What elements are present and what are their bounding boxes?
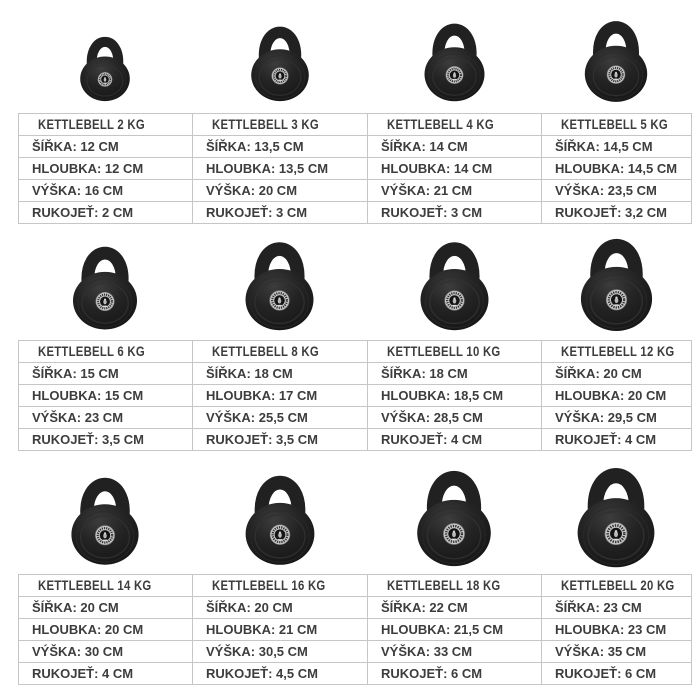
spec-text: RUKOJEŤ: 6 CM — [381, 666, 483, 681]
kettlebell-image — [412, 230, 497, 337]
gorilla-sports-logo-badge — [271, 68, 288, 85]
spec-text: VÝŠKA: 30 CM — [32, 644, 124, 659]
spec-text: VÝŠKA: 23,5 CM — [555, 183, 657, 198]
spec-cell — [368, 136, 542, 158]
product-image-row — [18, 0, 691, 113]
spec-text: HLOUBKA: 14,5 CM — [555, 161, 678, 176]
product-title-cell — [19, 341, 193, 363]
gorilla-sports-logo-badge — [605, 523, 627, 545]
spec-text: HLOUBKA: 21,5 CM — [381, 622, 504, 637]
product-title: KETTLEBELL 8 KG — [212, 344, 319, 359]
spec-text: ŠÍŘKA: 15 CM — [32, 366, 119, 381]
product-title-cell — [19, 114, 193, 136]
kettlebell-image — [577, 8, 655, 110]
spec-text: VÝŠKA: 16 CM — [32, 183, 124, 198]
spec-text: ŠÍŘKA: 12 CM — [32, 139, 119, 154]
spec-text: VÝŠKA: 35 CM — [555, 644, 647, 659]
spec-cell — [19, 158, 193, 180]
kettlebell-image — [237, 464, 323, 571]
product-title: KETTLEBELL 5 KG — [561, 117, 668, 132]
spec-text: RUKOJEŤ: 2 CM — [32, 205, 134, 220]
spec-text: RUKOJEŤ: 4,5 CM — [206, 666, 318, 681]
spec-text: ŠÍŘKA: 20 CM — [206, 600, 293, 615]
spec-text: VÝŠKA: 30,5 CM — [206, 644, 308, 659]
kettlebell-icon — [244, 13, 316, 110]
product-title: KETTLEBELL 12 KG — [561, 344, 675, 359]
product-title: KETTLEBELL 16 KG — [212, 578, 326, 593]
spec-cell — [368, 180, 542, 202]
gorilla-sports-logo-badge — [443, 523, 464, 544]
product-image-row — [18, 224, 691, 340]
gorilla-sports-logo-badge — [444, 291, 464, 311]
spec-text: VÝŠKA: 33 CM — [381, 644, 473, 659]
spec-text: ŠÍŘKA: 22 CM — [381, 600, 468, 615]
spec-text: VÝŠKA: 29,5 CM — [555, 410, 657, 425]
gorilla-sports-logo-badge — [95, 526, 114, 545]
kettlebell-icon — [412, 230, 497, 337]
spec-text: RUKOJEŤ: 4 CM — [32, 666, 134, 681]
spec-text: ŠÍŘKA: 14,5 CM — [555, 139, 653, 154]
product-title: KETTLEBELL 14 KG — [38, 578, 152, 593]
product-section — [0, 0, 700, 224]
spec-text: ŠÍŘKA: 20 CM — [32, 600, 119, 615]
spec-text: VÝŠKA: 21 CM — [381, 183, 473, 198]
spec-text: HLOUBKA: 23 CM — [555, 622, 667, 637]
spec-text: HLOUBKA: 21 CM — [206, 622, 318, 637]
spec-text: VÝŠKA: 23 CM — [32, 410, 124, 425]
spec-cell — [19, 136, 193, 158]
spec-text: HLOUBKA: 17 CM — [206, 388, 318, 403]
product-title-cell — [542, 341, 692, 363]
kettlebell-icon — [572, 227, 661, 337]
spec-cell — [542, 641, 692, 663]
product-title-cell — [193, 575, 368, 597]
spec-text: RUKOJEŤ: 3,2 CM — [555, 205, 667, 220]
spec-text: HLOUBKA: 12 CM — [32, 161, 144, 176]
spec-cell — [542, 363, 692, 385]
spec-cell — [19, 429, 193, 451]
kettlebell-icon — [408, 460, 500, 571]
spec-text: ŠÍŘKA: 20 CM — [555, 366, 642, 381]
spec-text: RUKOJEŤ: 4 CM — [381, 432, 483, 447]
kettlebell-image — [237, 230, 322, 337]
product-title-cell — [368, 114, 542, 136]
spec-cell — [542, 429, 692, 451]
kettlebell-image — [65, 234, 145, 337]
spec-cell — [193, 180, 368, 202]
spec-text: ŠÍŘKA: 18 CM — [381, 366, 468, 381]
spec-cell — [19, 641, 193, 663]
spec-cell — [368, 663, 542, 685]
spec-cell — [193, 597, 368, 619]
spec-cell — [193, 158, 368, 180]
spec-cell — [368, 407, 542, 429]
kettlebell-icon — [577, 8, 655, 110]
product-title-cell — [193, 341, 368, 363]
spec-cell — [19, 180, 193, 202]
product-title: KETTLEBELL 2 KG — [38, 117, 145, 132]
product-section — [0, 224, 700, 451]
spec-text: RUKOJEŤ: 4 CM — [555, 432, 657, 447]
spec-cell — [368, 619, 542, 641]
spec-text: VÝŠKA: 28,5 CM — [381, 410, 483, 425]
product-title-cell — [19, 575, 193, 597]
spec-text: RUKOJEŤ: 3 CM — [206, 205, 308, 220]
spec-cell — [368, 641, 542, 663]
product-image-row — [18, 451, 691, 574]
spec-cell — [19, 619, 193, 641]
kettlebell-image — [74, 24, 136, 110]
product-title: KETTLEBELL 4 KG — [387, 117, 494, 132]
gorilla-sports-logo-badge — [445, 66, 462, 83]
spec-text: HLOUBKA: 14 CM — [381, 161, 493, 176]
spec-cell — [542, 407, 692, 429]
product-title: KETTLEBELL 10 KG — [387, 344, 501, 359]
spec-cell — [193, 363, 368, 385]
spec-cell — [19, 385, 193, 407]
spec-cell — [368, 597, 542, 619]
product-title: KETTLEBELL 6 KG — [38, 344, 145, 359]
spec-cell — [368, 158, 542, 180]
kettlebell-image — [568, 458, 664, 571]
product-title: KETTLEBELL 3 KG — [212, 117, 319, 132]
spec-cell — [542, 597, 692, 619]
kettlebell-icon — [65, 234, 145, 337]
spec-cell — [19, 363, 193, 385]
spec-text: VÝŠKA: 25,5 CM — [206, 410, 308, 425]
spec-cell — [542, 158, 692, 180]
product-title: KETTLEBELL 18 KG — [387, 578, 501, 593]
spec-text: ŠÍŘKA: 18 CM — [206, 366, 293, 381]
spec-cell — [368, 429, 542, 451]
gorilla-sports-logo-badge — [607, 66, 625, 84]
spec-cell — [542, 385, 692, 407]
spec-cell — [542, 619, 692, 641]
spec-cell — [542, 663, 692, 685]
product-title-cell — [542, 575, 692, 597]
kettlebell-icon — [74, 24, 136, 110]
spec-cell — [193, 385, 368, 407]
spec-cell — [368, 385, 542, 407]
spec-text: VÝŠKA: 20 CM — [206, 183, 298, 198]
spec-text: RUKOJEŤ: 3,5 CM — [206, 432, 318, 447]
kettlebell-image — [408, 460, 500, 571]
spec-text: ŠÍŘKA: 13,5 CM — [206, 139, 304, 154]
kettlebell-image — [244, 13, 316, 110]
kettlebell-icon — [237, 464, 323, 571]
product-title-cell — [368, 575, 542, 597]
spec-text: HLOUBKA: 15 CM — [32, 388, 144, 403]
spec-cell — [19, 407, 193, 429]
kettlebell-image — [417, 10, 492, 110]
spec-cell — [542, 180, 692, 202]
spec-text: RUKOJEŤ: 6 CM — [555, 666, 657, 681]
gorilla-sports-logo-badge — [96, 292, 114, 310]
kettlebell-icon — [237, 230, 322, 337]
spec-text: ŠÍŘKA: 23 CM — [555, 600, 642, 615]
gorilla-sports-logo-badge — [270, 525, 290, 545]
spec-table — [18, 574, 692, 685]
spec-text: HLOUBKA: 20 CM — [555, 388, 667, 403]
gorilla-sports-logo-badge — [98, 72, 112, 86]
product-title-cell — [368, 341, 542, 363]
spec-cell — [542, 136, 692, 158]
kettlebell-icon — [417, 10, 492, 110]
spec-cell — [193, 136, 368, 158]
kettlebell-image — [63, 466, 147, 571]
spec-cell — [542, 202, 692, 224]
spec-cell — [368, 363, 542, 385]
product-section — [0, 451, 700, 685]
product-title: KETTLEBELL 20 KG — [561, 578, 675, 593]
spec-cell — [19, 663, 193, 685]
spec-table — [18, 340, 692, 451]
spec-text: RUKOJEŤ: 3 CM — [381, 205, 483, 220]
gorilla-sports-logo-badge — [270, 291, 290, 311]
kettlebell-icon — [568, 458, 664, 571]
spec-text: HLOUBKA: 20 CM — [32, 622, 144, 637]
spec-cell — [368, 202, 542, 224]
spec-cell — [193, 429, 368, 451]
product-title-cell — [193, 114, 368, 136]
spec-text: RUKOJEŤ: 3,5 CM — [32, 432, 144, 447]
spec-cell — [193, 619, 368, 641]
kettlebell-icon — [63, 466, 147, 571]
product-title-cell — [542, 114, 692, 136]
spec-cell — [193, 641, 368, 663]
spec-cell — [193, 663, 368, 685]
spec-cell — [19, 597, 193, 619]
spec-cell — [193, 202, 368, 224]
spec-text: HLOUBKA: 18,5 CM — [381, 388, 504, 403]
spec-cell — [19, 202, 193, 224]
gorilla-sports-logo-badge — [606, 290, 626, 310]
spec-table — [18, 113, 692, 224]
kettlebell-image — [572, 227, 661, 337]
spec-text: HLOUBKA: 13,5 CM — [206, 161, 329, 176]
spec-text: ŠÍŘKA: 14 CM — [381, 139, 468, 154]
spec-cell — [193, 407, 368, 429]
